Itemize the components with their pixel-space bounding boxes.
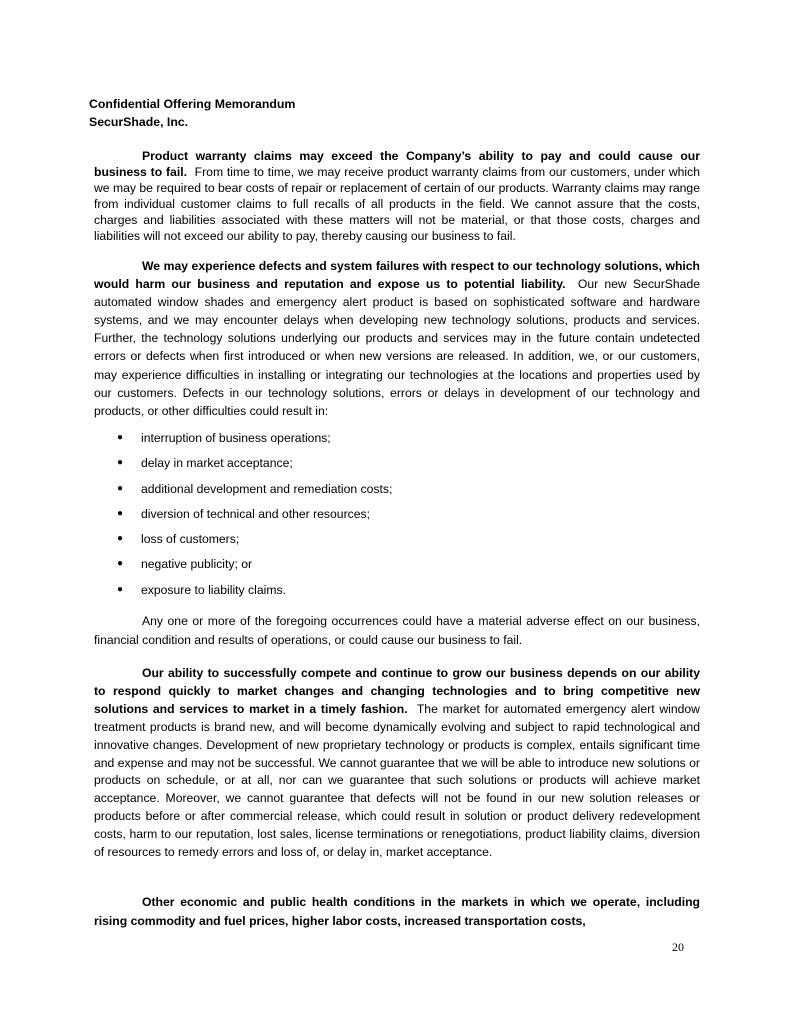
paragraph-warranty-claims bbox=[94, 149, 700, 244]
paragraph-heading: Other economic and public health conditions in the markets in which we operate, including rising commodity and fuel prices, higher labor costs, increased transportation costs, bbox=[94, 895, 700, 928]
page-number: 20 bbox=[672, 940, 684, 954]
list-item: ● delay in market acceptance; bbox=[117, 456, 293, 471]
list-item: ● additional development and remediation costs; bbox=[117, 481, 393, 496]
bullet-icon: ● bbox=[117, 533, 124, 545]
bullet-icon: ● bbox=[117, 482, 124, 494]
bullet-icon: ● bbox=[117, 457, 124, 469]
paragraph-text: From time to time, we may receive product warranty claims from our customers, under which we may be required to bear costs of repair or replacement of certain of our products. Warranty claims may range from individual customer claims to full recalls of all products in the field. We cannot assure that the costs, charges and liabilities associated with these matters will not be material, or that those costs, charges and liabilities will not exceed our ability to pay, thereby causing our business to fail. bbox=[94, 164, 700, 243]
paragraph-text: Any one or more of the foregoing occurrences could have a material adverse effect on our business, financial condition and results of operations, or could cause our business to fail. bbox=[94, 614, 700, 647]
list-item: ● loss of customers; bbox=[117, 532, 240, 547]
paragraph-compete-grow bbox=[94, 665, 700, 862]
list-item: ● exposure to liability claims. bbox=[117, 582, 286, 597]
bullet-icon: ● bbox=[117, 558, 124, 570]
paragraph-economic-conditions bbox=[94, 893, 700, 930]
bullet-icon: ● bbox=[117, 432, 124, 443]
header-company: SecurShade, Inc. bbox=[89, 115, 189, 129]
list-item: ● interruption of business operations; bbox=[117, 431, 331, 445]
consequences-list bbox=[117, 429, 392, 606]
document-header bbox=[89, 95, 295, 131]
bullet-icon: ● bbox=[117, 583, 124, 595]
list-item: ● negative publicity; or bbox=[117, 557, 253, 572]
paragraph-heading: Our ability to successfully compete and continue to grow our business depends on our ability to respond quickly to market changes and changing technologies and to bring competitive new solutions and services to market in a timely fashion. bbox=[94, 666, 700, 716]
paragraph-adverse-effect bbox=[94, 612, 700, 649]
bullet-icon: ● bbox=[117, 507, 124, 519]
paragraph-heading: We may experience defects and system failures with respect to our technology solutions, which would harm our business and reputation and expose us to potential liability. bbox=[94, 259, 700, 292]
paragraph-heading: Product warranty claims may exceed the Company’s ability to pay and could cause our business to fail. bbox=[94, 149, 700, 179]
paragraph-defects-failures bbox=[94, 257, 700, 420]
paragraph-text: Our new SecurShade automated window shades and emergency alert product is based on sophisticated software and hardware systems, and we may encounter delays when developing new technology solutions, products and services. Further, the technology solutions underlying our products and services may in the future contain undetected errors or defects when first introduced or when new versions are released. In addition, we, or our customers, may experience difficulties in installing or integrating our technologies at the locations and properties used by our customers. Defects in our technology solutions, errors or delays in development of our technology and products, or other difficulties could result in: bbox=[94, 277, 700, 418]
list-item: ● diversion of technical and other resources; bbox=[117, 506, 370, 521]
header-title: Confidential Offering Memorandum bbox=[89, 97, 296, 111]
paragraph-text: The market for automated emergency alert window treatment products is brand new, and will become dynamically evolving and subject to rapid technological and innovative changes. Development of new proprietary technology or products is complex, entails significant time and expense and may not be successful. We cannot guarantee that we will be able to introduce new solutions or products on schedule, or at all, nor can we guarantee that such solutions or products will achieve market acceptance. Moreover, we cannot guarantee that defects will not be found in our new solution releases or products before or after commercial release, which could result in solution or product delivery redevelopment costs, harm to our reputation, lost sales, license terminations or renegotiations, product liability claims, diversion of resources to remedy errors and loss of, or delay in, market acceptance. bbox=[94, 701, 700, 860]
